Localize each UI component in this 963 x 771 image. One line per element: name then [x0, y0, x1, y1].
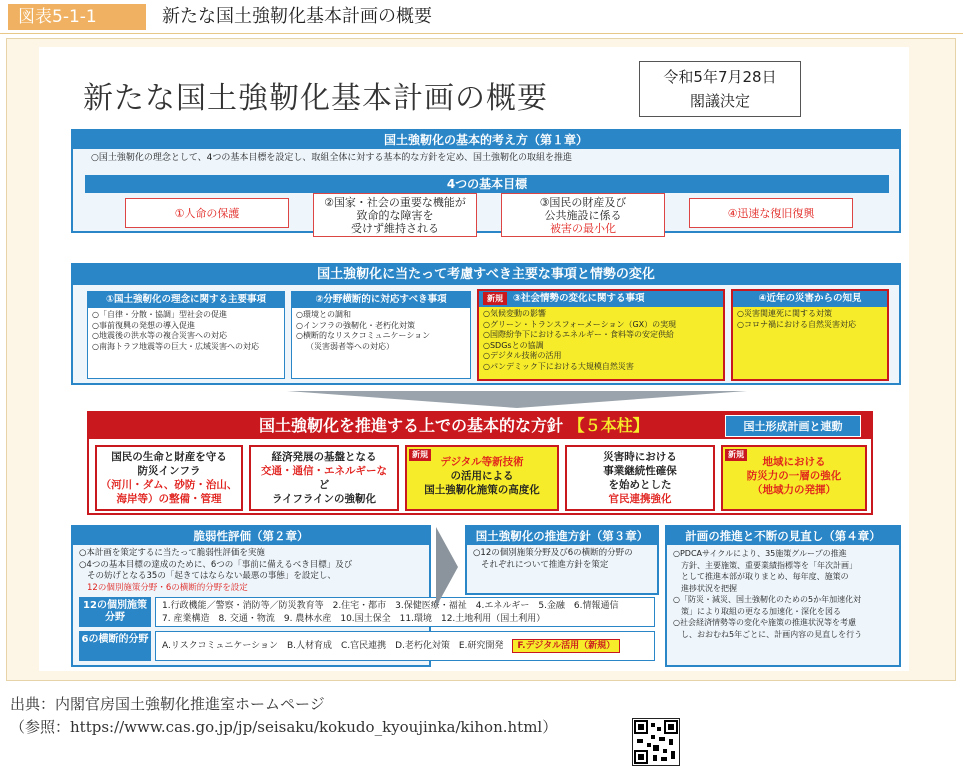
list-item: ○PDCAサイクルにより、35施策グループの推進: [673, 549, 847, 558]
pillar-card: [249, 445, 399, 511]
review-heading: 計画の推進と不断の見直し（第４章）: [667, 527, 899, 545]
national-plan-link-label: 国土形成計画と連動: [725, 415, 861, 437]
list-item: 1.行政機能／警察・消防等／防災教育等 2.住宅・都市 3.保健医療・福祉 4.エネルギー 5.金融 6.情報通信: [162, 601, 619, 611]
list-item: として推進本部が取りまとめ、毎年度、施策の: [681, 572, 849, 581]
factor-box-list: [479, 307, 723, 374]
list-item: 12の個別施策分野・6の横断的分野を設定: [87, 582, 248, 593]
list-item: 策」により取組の更なる加速化・深化を図る: [681, 606, 841, 616]
goal-text: ②国家・社会の重要な機能が: [324, 195, 466, 209]
cabinet-decision-date: [639, 61, 801, 117]
new-field-badge: F.デジタル活用（新規）: [512, 639, 620, 653]
vulnerability-heading: 脆弱性評価（第２章）: [73, 527, 429, 545]
figure-frame: [6, 38, 956, 681]
goal-text: ④迅速な復旧復興: [727, 206, 815, 220]
factor-box-title: ④近年の災害からの知見: [733, 291, 887, 307]
list-item: ○環境との調和: [296, 310, 351, 319]
list-item: ○インフラの強靭化・老朽化対策: [296, 320, 415, 330]
goal-text: ①人命の保護: [174, 206, 240, 220]
chevron-right-icon: [436, 527, 458, 607]
down-arrow-icon: [287, 391, 747, 408]
factors-section: [71, 263, 901, 385]
pillar-card-new: [405, 445, 559, 511]
pillar-card-new: [721, 445, 867, 511]
list-item: （災害弱者等への対応）: [306, 341, 394, 351]
list-item: 方針、主要施策、重要業績指標等を「年次計画」: [681, 560, 857, 570]
goal-card: [689, 198, 853, 228]
promotion-section: [465, 525, 659, 595]
list-item: ○グリーン・トランスフォーメーション（GX）の実現: [483, 319, 677, 329]
list-item: ○デジタル技術の活用: [483, 351, 562, 360]
pillar-text: 官民連携強化: [608, 493, 672, 505]
pillar-text: 経済発展の基盤となる: [271, 451, 377, 463]
list-item: その妨げとなる35の「起きてはならない最悪の事態」を設定し、: [87, 571, 336, 581]
figure-number-badge: 図表5-1-1: [8, 4, 146, 30]
pillar-text: の活用による: [450, 470, 514, 482]
factor-box-list: [292, 308, 470, 354]
document-panel: [39, 47, 909, 671]
pillar-card: [565, 445, 715, 511]
reference-url[interactable]: （参照：https://www.cas.go.jp/jp/seisaku/kokudo_kyoujinka/kihon.html）: [10, 718, 558, 736]
pillar-text: 海岸等）の整備・管理: [116, 493, 222, 505]
review-text: [667, 545, 899, 643]
factor-box-title-text: ③社会情勢の変化に関する事項: [513, 293, 645, 304]
list-item: ○国際紛争下におけるエネルギー・食料等の安定供給: [483, 330, 674, 339]
review-section: [665, 525, 901, 667]
list-item: 7. 産業構造 8. 交通・物流 9. 農林水産 10.国土保全 11.環境 12.土地利用（国土利用）: [162, 614, 546, 624]
list-item: ○コロナ禍における自然災害対応: [737, 319, 856, 329]
factors-heading: 国土強靭化に当たって考慮すべき主要な事項と情勢の変化: [73, 265, 899, 285]
new-badge: 新規: [409, 449, 431, 461]
list-item: し、おおむね5年ごとに、計画内容の見直しを行う: [681, 629, 863, 639]
goal-text: 受けず維持される: [351, 221, 439, 235]
promotion-heading: 国土強靭化の推進方針（第３章）: [467, 527, 657, 545]
promotion-text: [467, 545, 657, 574]
label-12-fields: 12の個別施策分野: [79, 597, 151, 627]
goals-heading: 4つの基本目標: [85, 175, 889, 193]
pillar-text: （地域力の発揮）: [752, 484, 836, 496]
new-badge: 新規: [725, 449, 747, 461]
page-title: 新たな国土強靭化基本計画の概要: [83, 81, 548, 116]
factor-box-title: ②分野横断的に対応すべき事項: [292, 292, 470, 308]
pillar-text: ど: [318, 479, 330, 491]
goal-card: [125, 198, 289, 228]
list-item: ○社会経済情勢等の変化や施策の推進状況等を考慮: [673, 618, 856, 627]
pillar-text: 防災インフラ: [137, 465, 201, 477]
decision-line: 閣議決定: [689, 92, 750, 110]
pillar-text: を始めとした: [608, 479, 672, 491]
goal-text: 致命的な障害を: [356, 208, 434, 222]
list-item: ○4つの基本目標の達成のために、6つの「事前に備えるべき目標」及び: [79, 559, 353, 570]
list-item: ○災害関連死に関する対策: [737, 309, 832, 318]
source-line: 出典：内閣官房国土強靭化推進室ホームページ: [10, 695, 325, 713]
list-item: ○パンデミック下における大規模自然災害: [483, 361, 634, 371]
list-item: ○気候変動の影響: [483, 309, 546, 318]
pillar-card: [95, 445, 243, 511]
basic-approach-heading: 国土強靭化の基本的考え方（第１章）: [73, 131, 899, 149]
pillar-text: 国民の生命と財産を守る: [111, 451, 227, 463]
new-badge: 新規: [483, 292, 507, 305]
factor-box: [291, 291, 471, 379]
pillar-text: 国土強靭化施策の高度化: [424, 484, 540, 496]
policy-heading-text: 国土強靭化を推進する上での基本的な方針: [259, 416, 564, 435]
list-item: ○12の個別施策分野及び6の横断的分野の: [473, 548, 633, 558]
list-item: ○SDGsとの協調: [483, 340, 544, 350]
list-item: ○「防災・減災、国土強靭化のための5か年加速化対: [673, 595, 862, 604]
figure-header: [0, 0, 963, 34]
pillar-text: （河川・ダム、砂防・治山、: [100, 479, 238, 491]
pillar-text: 事業継続性確保: [603, 465, 677, 477]
pillar-text: デジタル等新技術: [440, 456, 524, 468]
vulnerability-text: [73, 545, 429, 597]
date-line: 令和5年7月28日: [663, 68, 777, 86]
factor-box-list: [733, 307, 887, 332]
list-item: ○横断的なリスクコミュニケーション: [296, 331, 431, 340]
label-6-fields: 6の横断的分野: [79, 631, 151, 661]
basic-approach-note: ○国土強靭化の理念として、4つの基本目標を設定し、取組全体に対する基本的な方針を定め、国土強靭化の取組を推進: [91, 153, 573, 163]
figure-title: 新たな国土強靭化基本計画の概要: [162, 6, 432, 27]
list-item: ○地震後の洪水等の複合災害への対応: [92, 331, 227, 340]
list-item: ○「自律・分散・協調」型社会の促進: [92, 310, 227, 319]
factor-box-new: [477, 289, 725, 381]
qr-code-icon: [632, 718, 680, 766]
factor-box-title: ①国土強靭化の理念に関する主要事項: [88, 292, 284, 308]
fields-6-list: [155, 631, 655, 661]
list-item: A.リスクコミュニケーション B.人材育成 C.官民連携 D.老朽化対策 E.研究開発: [162, 641, 504, 651]
list-item: それぞれについて推進方針を策定: [481, 559, 609, 570]
goal-card: [501, 193, 665, 237]
list-item: ○事前復興の発想の導入促進: [92, 320, 195, 330]
policy-section: [87, 411, 873, 515]
goal-text: 被害の最小化: [550, 221, 616, 235]
factor-box-list: [88, 308, 284, 354]
pillar-text: 交通・通信・エネルギーな: [261, 465, 387, 477]
pillar-text: 災害時における: [603, 451, 677, 463]
goal-card: [313, 193, 477, 237]
factor-box-title: [479, 291, 723, 307]
fields-12-list: [155, 597, 655, 627]
list-item: ○本計画を策定するに当たって脆弱性評価を実施: [79, 548, 265, 558]
five-pillars-tag: 【５本柱】: [568, 416, 649, 435]
list-item: 進捗状況を把握: [681, 583, 737, 593]
goal-text: ③国民の財産及び: [539, 195, 627, 209]
list-item: ○南海トラフ地震等の巨大・広域災害への対応: [92, 341, 259, 351]
goal-text: 公共施設に係る: [544, 208, 622, 222]
pillar-text: 防災力の一層の強化: [746, 470, 842, 482]
pillar-text: 地域における: [762, 456, 826, 468]
factor-box: [87, 291, 285, 379]
basic-approach-section: [71, 129, 901, 233]
factor-box: [731, 289, 889, 381]
pillar-text: ライフラインの強靭化: [271, 493, 377, 505]
